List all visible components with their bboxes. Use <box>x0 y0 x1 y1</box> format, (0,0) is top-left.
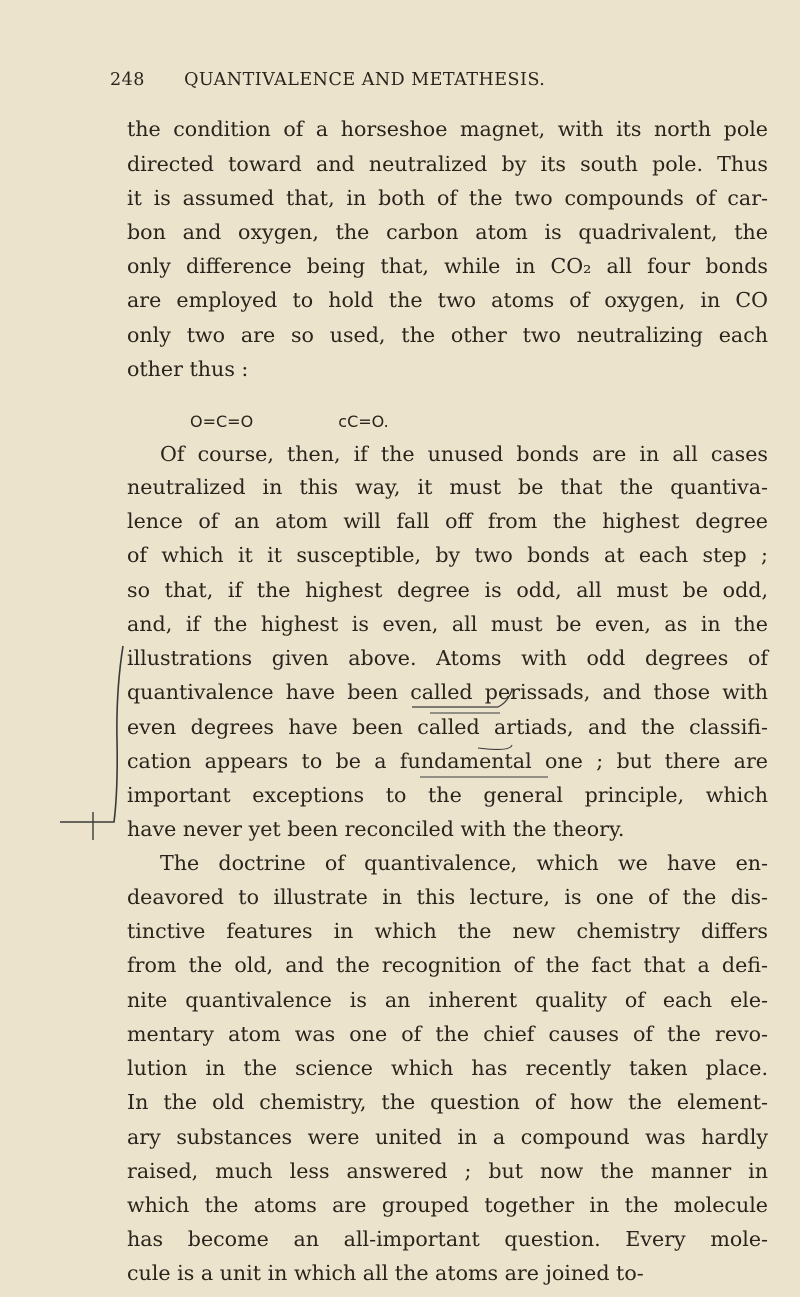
text-line: cule is a unit in which all the atoms are joined to- <box>127 1261 644 1285</box>
text-line: have never yet been reconciled with the theory. <box>127 817 625 841</box>
text-line: only two are so used, the other two neutralizing each <box>127 323 768 347</box>
margin-bracket-mark <box>60 646 123 822</box>
text-line: even degrees have been called artiads, and the classifi- <box>127 715 768 739</box>
text-line: neutralized in this way, it must be that the quantiva- <box>127 475 768 499</box>
text-line: mentary atom was one of the chief causes of the revo- <box>127 1022 768 1046</box>
text-line: raised, much less answered ; but now the manner in <box>127 1159 768 1183</box>
text-line: directed toward and neutralized by its south pole. Thus <box>127 152 768 176</box>
text-line: it is assumed that, in both of the two compounds of car- <box>127 186 768 210</box>
text-line: of which it it susceptible, by two bonds at each step ; <box>127 543 768 567</box>
running-title: QUANTIVALENCE AND METATHESIS. <box>184 70 546 90</box>
text-line: Of course, then, if the unused bonds are in all cases <box>160 442 768 466</box>
text-line: lence of an atom will fall off from the highest degree <box>127 509 768 533</box>
text-line: The doctrine of quantivalence, which we have en- <box>160 851 768 875</box>
formula-co2: O=C=O <box>190 412 254 431</box>
text-line: which the atoms are grouped together in the molecule <box>127 1193 768 1217</box>
text-line: are employed to hold the two atoms of oxygen, in CO <box>127 288 768 312</box>
text-line: cation appears to be a fundamental one ; but there are <box>127 749 768 773</box>
text-line: from the old, and the recognition of the fact that a defi- <box>127 953 768 977</box>
text-line: other thus : <box>127 357 249 381</box>
text-line: so that, if the highest degree is odd, all must be odd, <box>127 578 768 602</box>
text-line: deavored to illustrate in this lecture, is one of the dis- <box>127 885 768 909</box>
text-line: and, if the highest is even, all must be even, as in the <box>127 612 768 636</box>
formula-co: cC=O. <box>338 412 389 431</box>
text-line: nite quantivalence is an inherent quality of each ele- <box>127 988 768 1012</box>
text-line: bon and oxygen, the carbon atom is quadrivalent, the <box>127 220 768 244</box>
text-line: only difference being that, while in CO₂ all four bonds <box>127 254 768 278</box>
text-line: lution in the science which has recently taken place. <box>127 1056 768 1080</box>
text-line: important exceptions to the general principle, which <box>127 783 768 807</box>
text-line: In the old chemistry, the question of how the element- <box>127 1090 768 1114</box>
text-line: has become an all-important question. Every mole- <box>127 1227 768 1251</box>
text-line: illustrations given above. Atoms with odd degrees of <box>127 646 768 670</box>
underline-perissads <box>412 690 512 707</box>
text-line: the condition of a horseshoe magnet, with its north pole <box>127 117 768 141</box>
text-line: quantivalence have been called perissads, and those with <box>127 680 768 704</box>
text-line: tinctive features in which the new chemistry differs <box>127 919 768 943</box>
overline-artiads <box>430 713 512 749</box>
text-line: ary substances were united in a compound was hardly <box>127 1125 768 1149</box>
page-number: 248 <box>110 70 145 90</box>
